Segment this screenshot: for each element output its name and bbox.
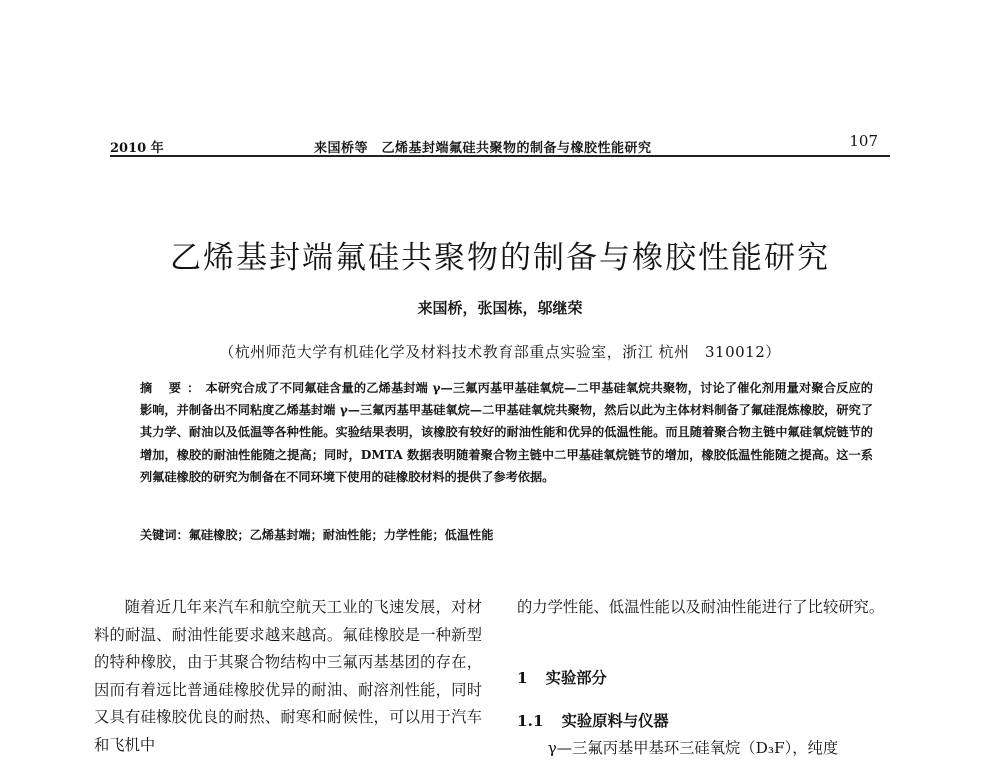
abstract-label: 摘 要： (140, 381, 206, 395)
running-header (110, 134, 890, 156)
materials-paragraph: γ—三氟丙基甲基环三硅氧烷（D₃F），纯度 (547, 739, 839, 757)
header-rule (110, 155, 890, 157)
paper-affiliation: （杭州师范大学有机硅化学及材料技术教育部重点实验室，浙江 杭州 310012） (219, 343, 781, 361)
paper-authors: 来国桥，张国栋，邬继荣 (417, 299, 583, 317)
intro-paragraph: 随着近几年来汽车和航空航天工业的飞速发展，对材料的耐温、耐油性能要求越来越高。氟硅橡胶是一种新型的特种橡胶，由于其聚合物结构中三氟丙基基团的存在，因而有着远比普通硅橡胶优异的耐油、耐溶剂性能，同时又具有硅橡胶优良的耐热、耐寒和耐候性，可以用于汽车和飞机中 (94, 598, 482, 754)
section-number: 1 (517, 669, 528, 687)
header-authors-title: 来国桥等 乙烯基封端氟硅共聚物的制备与橡胶性能研究 (314, 141, 652, 156)
subsection-title: 实验原料与仪器 (561, 712, 669, 730)
section-title: 实验部分 (545, 669, 607, 687)
abstract-text: 本研究合成了不同氟硅含量的乙烯基封端 γ—三氟丙基甲基硅氧烷—二甲基硅氧烷共聚物，讨论了催化剂用量对聚合反应的影响，并制备出不同粘度乙烯基封端 γ—三氟丙基甲基硅氧烷—二甲基硅氧烷共聚物，然后以此为主体材料制备了氟硅混炼橡胶，研究了其力学、耐油以及低温等各种性能。实验结果表明，该橡胶有较好的耐油性能和优异的低温性能。而且随着聚合物主链中氟硅氧烷链节的增加，橡胶的耐油性能随之提高；同时，DMTA 数据表明随着聚合物主链中二甲基硅氧烷链节的增加，橡胶低温性能随之提高。这一系列氟硅橡胶的研究为制备在不同环境下使用的硅橡胶材料的提供了参考依据。 (140, 381, 873, 484)
right-paragraph: 的力学性能、低温性能以及耐油性能进行了比较研究。 (517, 598, 885, 616)
subsection-number: 1.1 (517, 712, 544, 730)
abstract (140, 377, 873, 488)
right-column (517, 594, 902, 622)
section-heading-1-1 (517, 709, 669, 731)
paper-title: 乙烯基封端氟硅共聚物的制备与橡胶性能研究 (170, 240, 830, 276)
section-heading-1 (517, 666, 607, 688)
left-column (94, 594, 482, 760)
header-year: 2010 年 (110, 141, 164, 156)
keywords: 关键词：氟硅橡胶；乙烯基封端；耐油性能；力学性能；低温性能 (140, 528, 494, 542)
page-number: 107 (849, 132, 878, 150)
